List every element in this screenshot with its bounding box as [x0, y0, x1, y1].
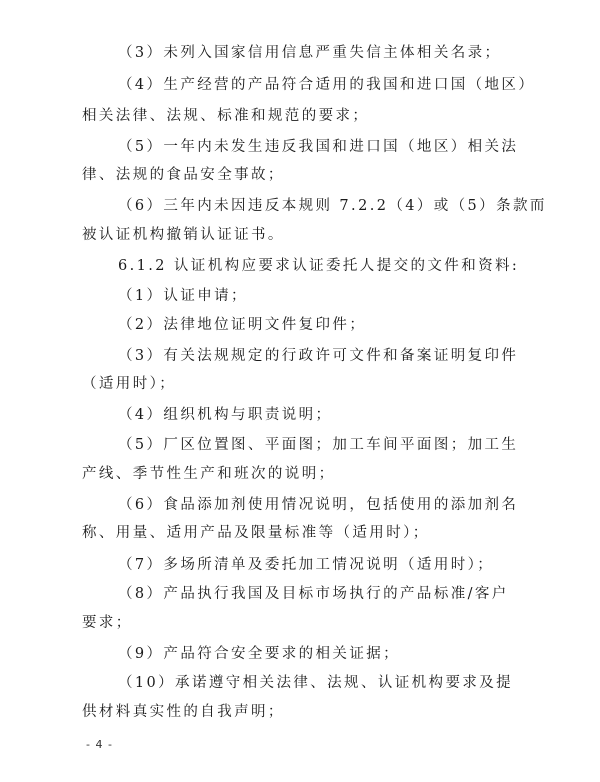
text-line-1: （3）未列入国家信用信息严重失信主体相关名录； — [118, 45, 502, 61]
text-line-21: （9）产品符合安全要求的相关证据； — [118, 646, 401, 662]
text-line-22: （10）承诺遵守相关法律、法规、认证机构要求及提 — [118, 675, 514, 691]
text-line-3: 相关法律、法规、标准和规范的要求； — [82, 108, 370, 124]
page-number: - 4 - — [86, 738, 113, 751]
text-line-18: （7）多场所清单及委托加工情况说明（适用时）； — [118, 557, 495, 573]
text-line-14: （5）厂区位置图、平面图；加工车间平面图；加工生 — [118, 437, 519, 453]
text-line-19: （8）产品执行我国及目标市场执行的产品标准/客户 — [118, 586, 509, 602]
text-line-23: 供材料真实性的自我声明； — [82, 704, 285, 720]
text-line-10: （2）法律地位证明文件复印件； — [118, 317, 367, 333]
text-line-13: （4）组织机构与职责说明； — [118, 407, 333, 423]
text-line-17: 称、用量、适用产品及限量标准等（适用时）； — [82, 525, 430, 541]
text-line-7: 被认证机构撤销认证证书。 — [82, 227, 285, 243]
text-line-9: （1）认证申请； — [118, 288, 248, 304]
text-line-16: （6）食品添加剂使用情况说明，包括使用的添加剂名 — [118, 497, 519, 513]
text-line-5: 律、法规的食品安全事故； — [82, 167, 285, 183]
text-line-11: （3）有关法规规定的行政许可文件和备案证明复印件 — [118, 348, 519, 364]
text-line-2: （4）生产经营的产品符合适用的我国和进口国（地区） — [118, 77, 536, 93]
text-line-15: 产线、季节性生产和班次的说明； — [82, 466, 336, 482]
text-line-4: （5）一年内未发生违反我国和进口国（地区）相关法 — [118, 139, 519, 155]
text-line-6: （6）三年内未因违反本规则 7.2.2（4）或（5）条款而 — [118, 198, 547, 214]
text-line-12: （适用时）； — [82, 376, 177, 392]
text-line-8: 6.1.2 认证机构应要求认证委托人提交的文件和资料: — [118, 258, 520, 274]
text-line-20: 要求； — [82, 615, 133, 631]
